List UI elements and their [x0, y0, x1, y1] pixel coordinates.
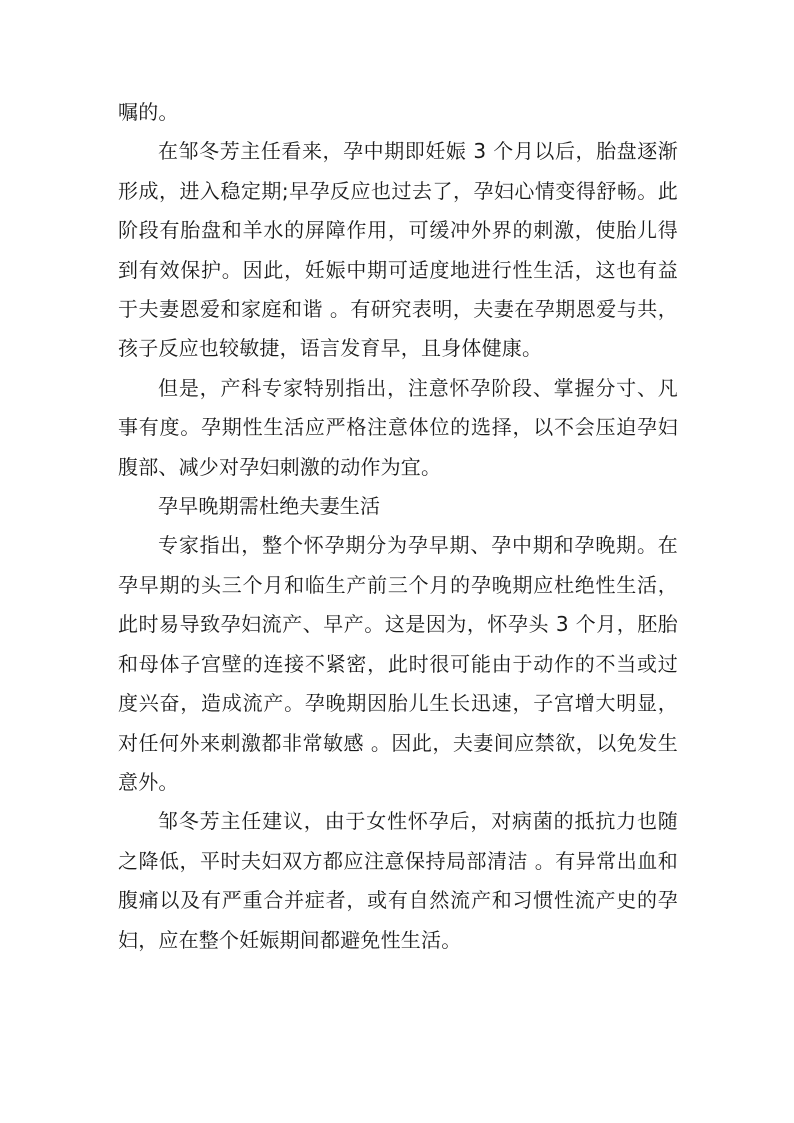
paragraph-continuation: 嘱的。 [118, 100, 179, 124]
document-body [118, 93, 678, 960]
paragraph-hygiene-advice: 邹冬芳主任建议，由于女性怀孕后，对病菌的抵抗力也随之降低，平时夫妇双方都应注意保持局部清洁 。有异常出血和腹痛以及有严重合并症者，或有自然流产和习惯性流产史的孕妇，应在整个妊娠期间都避免性生活。 [118, 809, 678, 952]
paragraph-expert-caution: 但是，产科专家特别指出，注意怀孕阶段、掌握分寸、凡事有度。孕期性生活应严格注意体位的选择，以不会压迫孕妇腹部、减少对孕妇刺激的动作为宜。 [118, 375, 678, 479]
section-subheading: 孕早晚期需杜绝夫妻生活 [158, 494, 381, 519]
paragraph-second-trimester: 在邹冬芳主任看来，孕中期即妊娠 3 个月以后，胎盘逐渐形成，进入稳定期;早孕反应也过去了，孕妇心情变得舒畅。此阶段有胎盘和羊水的屏障作用，可缓冲外界的刺激，使胎儿得到有效保护。因此，妊娠中期可适度地进行性生活，这也有益于夫妻恩爱和家庭和谐 。有研究表明，夫妻在孕期恩爱与共，孩子反应也较敏捷，语言发育早，且身体健康。 [118, 139, 678, 361]
paragraph-early-late-pregnancy: 专家指出，整个怀孕期分为孕早期、孕中期和孕晚期。在孕早期的头三个月和临生产前三个月的孕晚期应杜绝性生活，此时易导致孕妇流产、早产。这是因为，怀孕头 3 个月，胚胎和母体子宫壁的连接不紧密，此时很可能由于动作的不当或过度兴奋，造成流产。孕晚期因胎儿生长迅速，子宫增大明显，对任何外来刺激都非常敏感 。因此，夫妻间应禁欲，以免发生意外。 [118, 533, 678, 794]
